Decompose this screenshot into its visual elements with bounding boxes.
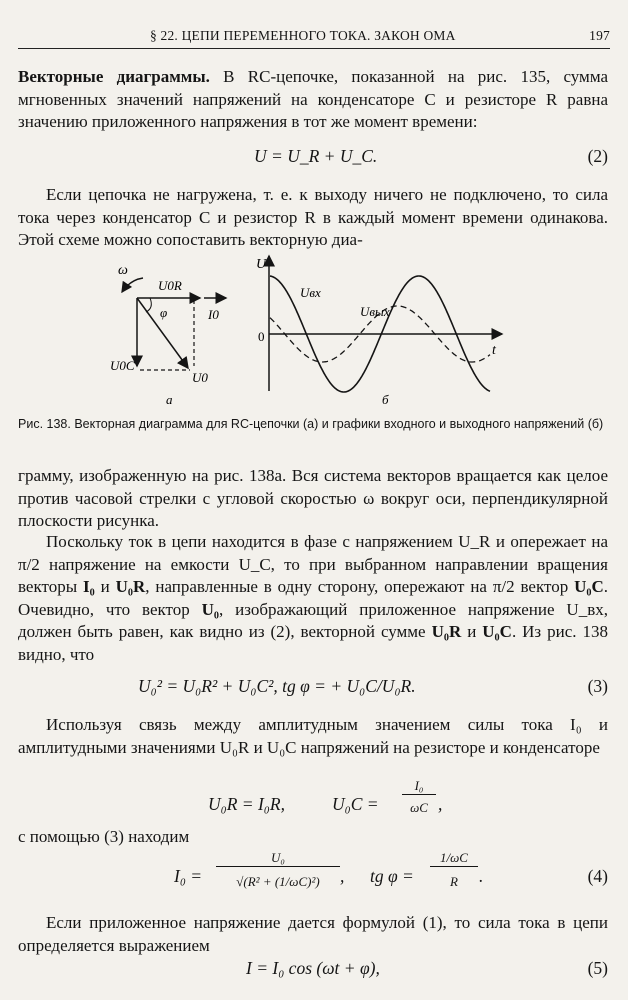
paragraph-rotation: грамму, изображенную на рис. 138а. Вся система векторов вращается как целое против часовой стрелки с угловой скоростью ω вокруг оси, перпендикулярной плоскости рисунка. [18, 466, 608, 530]
zero-label: 0 [258, 329, 265, 344]
label-U0: U0 [192, 370, 208, 385]
figure-caption: Рис. 138. Векторная диаграмма для RC-цепочки (а) и графики входного и выходного напряжений (б) [18, 417, 604, 431]
equation-formula: U = U_R + U_C. [254, 146, 378, 166]
paragraph-text: В RC-цепочке, показанной на рис. 135, сумма мгновенных значений напряжений на конденсаторе C и резисторе R равна значению приложенного напряжения в тот же момент времени: [18, 67, 609, 131]
text-part: Поскольку ток в цепи находится в фазе с напряжением U_R и опережает на π/2 напряжение на емкости U_C, то при выбранном направлении вращения векторы [18, 532, 608, 596]
paragraph-amplitudes: Используя связь между амплитудным значением силы тока I₀ и амплитудными значениями U₀R и U₀C напряжений на резисторе и конденсаторе [18, 715, 608, 757]
text-part: и [94, 577, 116, 596]
rotation-arrow [122, 278, 143, 292]
omega-label: ω [118, 263, 128, 278]
paragraph-find: с помощью (3) находим [18, 827, 190, 846]
equation-trail: , [438, 794, 443, 814]
equation-5 [18, 958, 608, 982]
fraction-denominator: R [450, 874, 458, 889]
text-part: и [461, 622, 483, 641]
text-part: , направленные в одну сторону, опережают на π/2 вектор [145, 577, 575, 596]
page-number: 197 [589, 28, 610, 43]
fraction-numerator: I₀ [402, 778, 436, 795]
equation-end: . [479, 866, 484, 886]
equation-ohm [18, 778, 608, 824]
vector-U0R-symbol: U₀R [115, 577, 146, 596]
equation-number: (4) [587, 866, 608, 886]
paragraph-circuit: Если цепочка не нагружена, т. е. к выходу ничего не подключено, то сила тока через конденсатор C и резистор R в каждый момент времени одинакова. Этой схеме можно сопоставить векторную диа- [18, 185, 608, 249]
equation-3 [18, 676, 608, 700]
label-U-out: Uвых [360, 304, 390, 319]
equation-left: U₀R = I₀R, [208, 794, 285, 814]
equation-lhs: I₀ = [174, 866, 203, 886]
panel-a-label: а [166, 392, 173, 407]
text-part: . Очевидно, что вектор [18, 577, 608, 619]
panel-b-label: б [382, 392, 389, 407]
paragraph-phase [18, 531, 608, 666]
equation-number: (3) [587, 676, 608, 696]
fraction-denominator: ωC [410, 800, 428, 815]
label-U-in: Uвх [300, 285, 321, 300]
vector-I0-symbol: I₀ [83, 577, 95, 596]
vector-U0-symbol: U₀ [201, 599, 220, 619]
voltage-graph [256, 256, 502, 407]
axis-x-label: t [492, 343, 496, 358]
equation-tg: tg φ = [370, 866, 414, 886]
equation-formula: I = I₀ cos (ωt + φ), [246, 958, 380, 978]
equation-number: (5) [587, 958, 608, 978]
vector-U0C-symbol: U₀C [574, 577, 604, 596]
vector-U0R-symbol: U₀R [431, 622, 462, 641]
paragraph-current: Если приложенное напряжение дается формулой (1), то сила тока в цепи определяется выражением [18, 913, 608, 955]
text-part: , изображающий приложенное напряжение U_вх, должен быть равен, как видно из (2), векторной сумме [18, 599, 608, 641]
equation-4 [18, 852, 608, 898]
figure-138 [0, 0, 628, 470]
fraction-numerator: U₀ [216, 850, 340, 867]
paragraph-heading: Векторные диаграммы. [18, 67, 210, 86]
equation-number: (2) [587, 146, 608, 166]
section-title: § 22. ЦЕПИ ПЕРЕМЕННОГО ТОКА. ЗАКОН ОМА [150, 28, 456, 43]
equation-formula: U₀² = U₀R² + U₀C², tg φ = + U₀C/U₀R. [138, 676, 416, 696]
label-U0R: U0R [158, 278, 182, 293]
text-part: . Из рис. 138 видно, что [18, 622, 608, 664]
label-I0: I0 [208, 307, 219, 322]
axis-y-label: U [256, 257, 267, 272]
vector-U0C-symbol: U₀C [482, 622, 512, 641]
fraction-denominator: √(R² + (1/ωC)²) [236, 874, 320, 889]
equation-separator: , [340, 866, 345, 886]
label-phi: φ [160, 305, 168, 320]
equation-right-lhs: U₀C = [332, 794, 379, 814]
vector-diagram [110, 263, 226, 407]
fraction-numerator: 1/ωC [430, 850, 478, 867]
label-U0C: U0C [110, 358, 135, 373]
phi-arc [146, 298, 151, 312]
